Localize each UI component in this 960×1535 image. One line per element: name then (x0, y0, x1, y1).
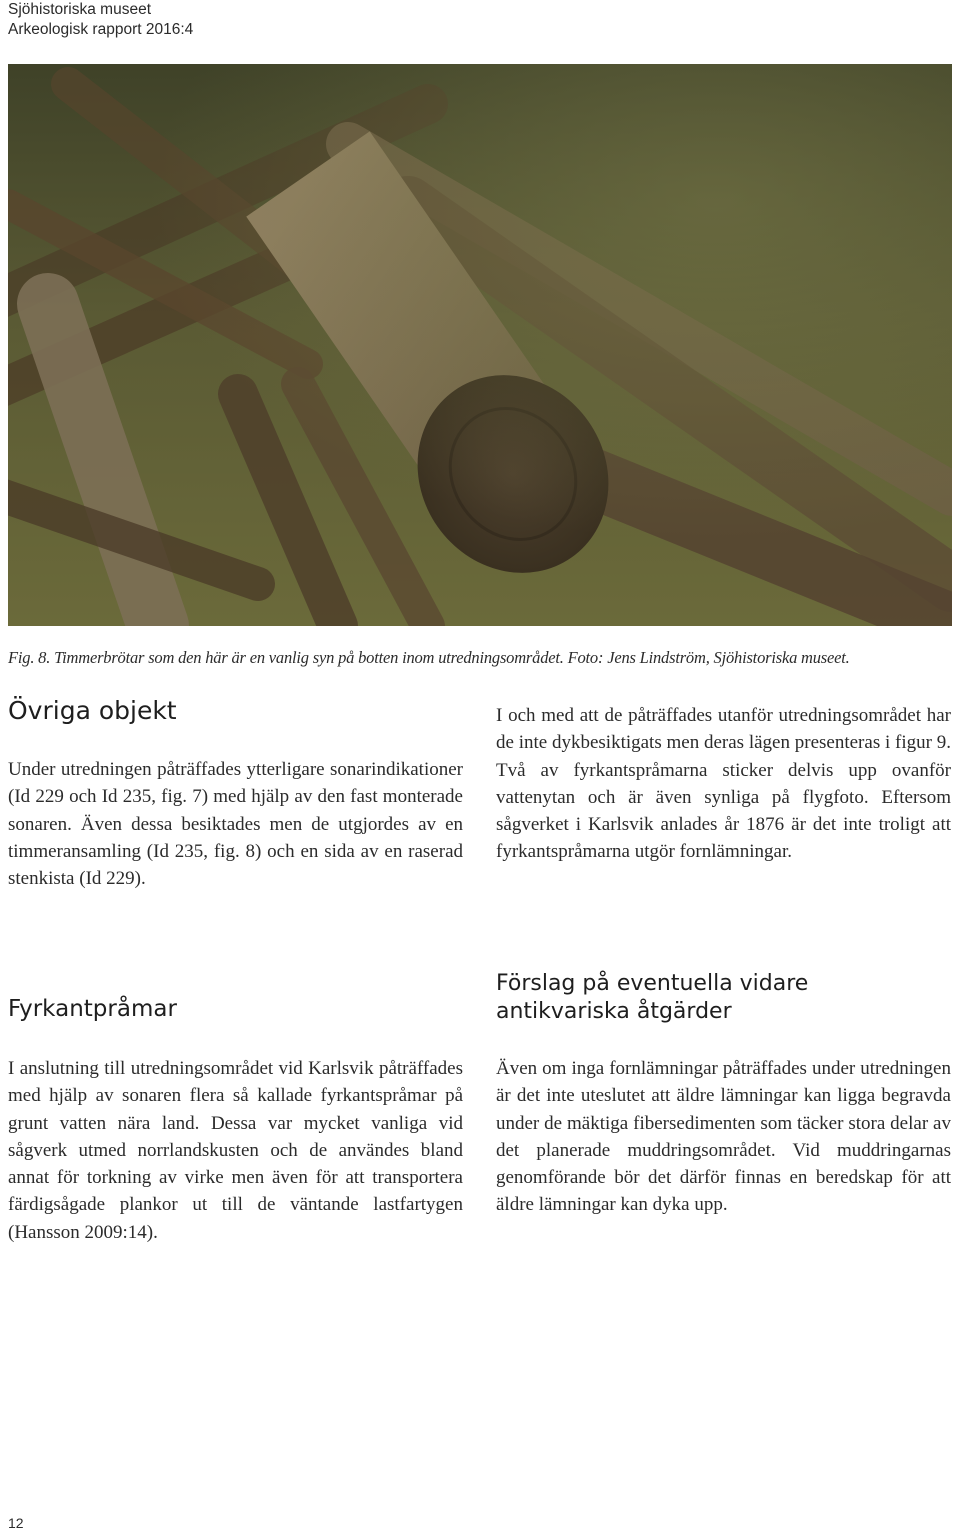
paragraph-ovriga-objekt: Under utredningen påträffades ytterligare sonarindikationer (Id 229 och Id 235, fig. 7) med hjälp av den fast monterade sonaren. Även dessa besiktades men de utgjordes av en timmeransamling (Id 235, fig. 8) och en sida av en raserad stenkista (Id 229). (8, 759, 463, 890)
section-heading-fyrkantpramar: Fyrkantpråmar (8, 996, 177, 1022)
header-report-title: Arkeologisk rapport 2016:4 (8, 21, 194, 38)
header-publisher: Sjöhistoriska museet (8, 1, 152, 18)
figure-caption: Fig. 8. Timmerbrötar som den här är en vanlig syn på botten inom utredningsområdet. Foto: Jens Lindström, Sjöhistoriska museet. (8, 648, 850, 667)
page-number: 12 (8, 1515, 24, 1531)
section-heading-forslag: Förslag på eventuella vidare antikvariska åtgärder (496, 971, 809, 1024)
paragraph-forslag: Även om inga fornlämningar påträffades under utredningen är det inte uteslutet att äldre lämningar kan ligga begravda under de mäktiga fibersedimenten som täcker stora delar av det planerade muddringsområdet. Vid muddringarnas genomförande bör det därför finnas en beredskap för att äldre lämningar kan dyka upp. (496, 1058, 951, 1216)
underwater-timber-photo (8, 64, 952, 626)
running-header (8, 0, 193, 40)
section-heading-ovriga-objekt: Övriga objekt (8, 696, 177, 725)
paragraph-fyrkantpramar: I anslutning till utredningsområdet vid Karlsvik påträffades med hjälp av sonaren flera så kallade fyrkantspråmar på grunt vatten nära land. Dessa var mycket vanliga vid sågverk utmed norrlandskusten och de användes bland annat för torkning av virke men även för att transportera färdigsågade plankor ut till de väntande lastfartygen (Hansson 2009:14). (8, 1058, 463, 1243)
paragraph-fyrkant-continued: I och med att de påträffades utanför utredningsområdet har de inte dykbesiktigats men deras lägen presenteras i figur 9. Två av fyrkantspråmarna sticker delvis upp ovanför vattenytan och är även synliga på flygfoto. Eftersom sågverket i Karlsvik anlades år 1876 är det inte troligt att fyrkantspråmarna utgör fornlämningar. (496, 705, 951, 863)
